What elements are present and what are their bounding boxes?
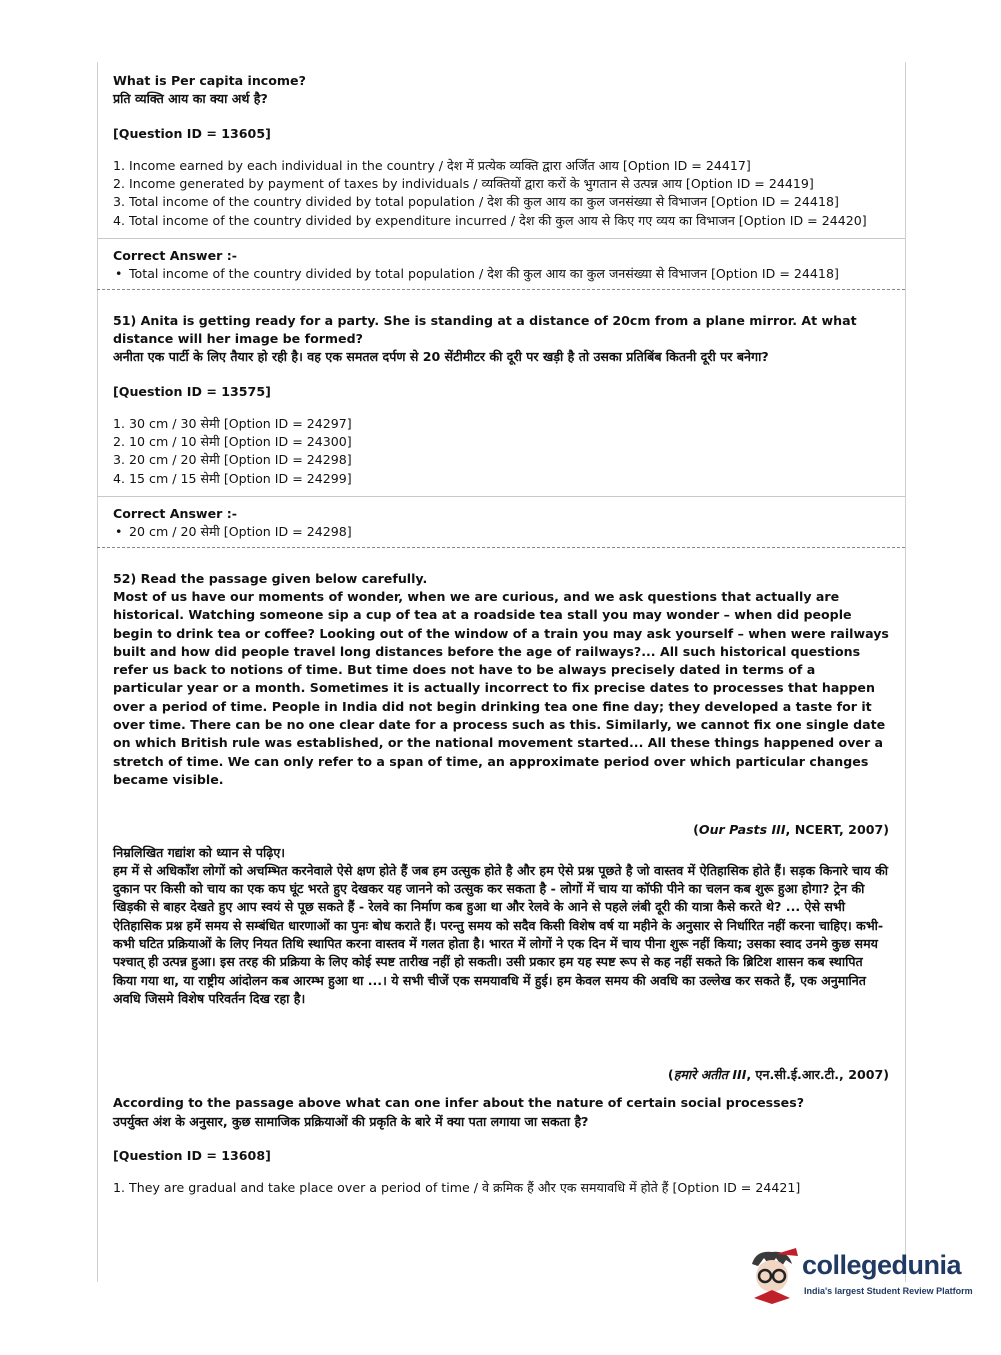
- student-mascot-icon: [746, 1246, 800, 1306]
- q50-question-hi: प्रति व्यक्ति आय का क्या अर्थ है?: [113, 91, 268, 107]
- brand-tagline: India's largest Student Review Platform: [804, 1286, 973, 1296]
- q51-correct-answer: • 20 cm / 20 सेमी [Option ID = 24298]: [113, 523, 889, 541]
- q50-option-1: 1. Income earned by each individual in the country / देश में प्रत्येक व्यक्ति द्वारा अर्जित आय [Option ID = 24417]: [113, 157, 751, 173]
- q51-options: [113, 415, 889, 488]
- q52-option-1: 1. They are gradual and take place over a period of time / वे क्रमिक हैं और एक समयावधि में होते हैं [Option ID = 24421]: [113, 1180, 801, 1196]
- q50-option-4: 4. Total income of the country divided by expenditure incurred / देश की कुल आय से किए गए व्यय का विभाजन [Option ID = 24420]: [113, 212, 867, 228]
- q51-option-4: 4. 15 cm / 15 सेमी [Option ID = 24299]: [113, 470, 352, 486]
- brand-name: collegedunia: [802, 1250, 962, 1280]
- q51-question-id: [Question ID = 13575]: [113, 383, 271, 399]
- q50-options: [113, 157, 889, 230]
- q51-question-hi: अनीता एक पार्टी के लिए तैयार हो रही है। वह एक समतल दर्पण से 20 सेंटीमीटर की दूरी पर खड़ी है तो उसका प्रतिबिंब कितनी दूरी पर बनेगा?: [113, 349, 769, 365]
- q51-option-1: 1. 30 cm / 30 सेमी [Option ID = 24297]: [113, 415, 352, 431]
- q51-option-2: 2. 10 cm / 10 सेमी [Option ID = 24300]: [113, 434, 352, 450]
- q52-source-hi: (हमारे अतीत III, एन.सी.ई.आर.टी., 2007): [667, 1067, 889, 1083]
- q52-passage-en: Most of us have our moments of wonder, when we are curious, and we ask questions that actually are historical. Watching someone sip a cup of tea at a roadside tea stall you may wonder – when did people begin to drink tea or coffee? Looking out of the window of a train you may ask yourself – when were railways built and how did people travel long distances before the age of railways?... All such historical questions refer us back to notions of time. But time does not have to be always precisely dated in terms of a particular year or a month. Sometimes it is actually incorrect to fix precise dates to processes that happen over a period of time. People in India did not begin drinking tea one fine day; they developed a taste for it over time. There can be no one clear date for a process such as this. Similarly, we cannot fix one single date on which British rule was established, or the national movement started... All these things happened over a stretch of time. We can only refer to a span of time, an approximate period over which particular changes became visible.: [113, 588, 889, 787]
- question-separator: [97, 289, 905, 290]
- question-separator: [97, 547, 905, 548]
- collegedunia-logo: [746, 1242, 976, 1312]
- q51-question-en: 51) Anita is getting ready for a party. She is standing at a distance of 20cm from a plane mirror. At what distance will her image be formed?: [113, 312, 857, 346]
- q51-correct-label: Correct Answer :-: [113, 506, 237, 522]
- q52-question-hi: उपर्युक्त अंश के अनुसार, कुछ सामाजिक प्रक्रियाओं की प्रकृति के बारे में क्या पता लगाया जा सकता है?: [113, 1113, 589, 1129]
- q52-passage-hi-heading: निम्रलिखित गद्यांश को ध्यान से पढ़िए।: [113, 844, 286, 860]
- q51-option-3: 3. 20 cm / 20 सेमी [Option ID = 24298]: [113, 452, 352, 468]
- q50-option-3: 3. Total income of the country divided by total population / देश की कुल आय का कुल जनसंख्या से विभाजन [Option ID = 24418]: [113, 194, 839, 210]
- divider: [97, 238, 905, 239]
- q52-question-id: [Question ID = 13608]: [113, 1148, 271, 1164]
- q52-options: [113, 1179, 889, 1197]
- q50-correct-answer: • Total income of the country divided by total population / देश की कुल आय का कुल जनसंख्या से विभाजन [Option ID = 24418]: [113, 265, 889, 283]
- q52-heading: 52) Read the passage given below carefully.: [113, 570, 428, 586]
- q50-question-en: What is Per capita income?: [113, 73, 306, 88]
- document-content: [113, 72, 889, 1198]
- q50-option-2: 2. Income generated by payment of taxes by individuals / व्यक्तियों द्वारा करों के भुगतान से उत्पन्न आय [Option ID = 24419]: [113, 176, 814, 192]
- q52-source-en: (Our Pasts III, NCERT, 2007): [693, 822, 889, 838]
- q50-question-id: [Question ID = 13605]: [113, 125, 271, 141]
- q50-correct-label: Correct Answer :-: [113, 248, 237, 264]
- divider: [97, 496, 905, 497]
- q52-question-en: According to the passage above what can one infer about the nature of certain social processes?: [113, 1095, 805, 1111]
- q52-passage-hi: हम में से अधिकाँश लोगों को अचम्भित करनेवाले ऐसे क्षण होते हैं जब हम उत्सुक होते है और हम ऐसे प्रश्न पूछते है जो वास्तव में ऐतिहासिक होते हैं। सड़क किनारे चाय की दुकान पर किसी को चाय का एक कप घूंट भरते हुए देखकर यह जानने को उत्सुक कर सकता है - लोगों में चाय या कॉफी पीने का चलन कब शुरू हुआ होगा? ट्रेन की खिड़की से बाहर देखते हुए आप स्वयं से पूछ सकते हैं - रेलवे का निर्माण कब हुआ था और रेलवे के आने से पहले लंबी दूरी की यात्रा कैसे करते थे? ... ऐसे सभी ऐतिहासिक प्रश्न हमें समय से सम्बंधित धारणाओं का पुनः बोध कराते हैं। परन्तु समय को सदैव किसी विशेष वर्ष या महीने के अनुसार से निर्धारित नहीं करना चाहिए। कभी-कभी घटित प्रक्रियाओं के लिए नियत तिथि स्थापित करना वास्तव में गलत होता है। भारत में लोगों ने एक दिन में चाय पीना शुरू नहीं किया; उसका स्वाद उनमे कुछ समय पश्चात् ही उत्पन्न हुआ। इस तरह की प्रक्रिया के लिए कोई स्पष्ट तारीख नहीं हो सकती। उसी प्रकार हम यह स्पष्ट रूप से कह नहीं सकते कि ब्रिटिश शासन कब स्थापित किया गया था, या राष्ट्रीय आंदोलन कब आरम्भ हुआ था ...। ये सभी चीजें एक समयावधि में हुई। हम केवल समय की अवधि का उल्लेख कर सकते हैं, एक अनुमानित अवधि जिसमे विशेष परिवर्तन दिख रहा है।: [113, 862, 889, 1006]
